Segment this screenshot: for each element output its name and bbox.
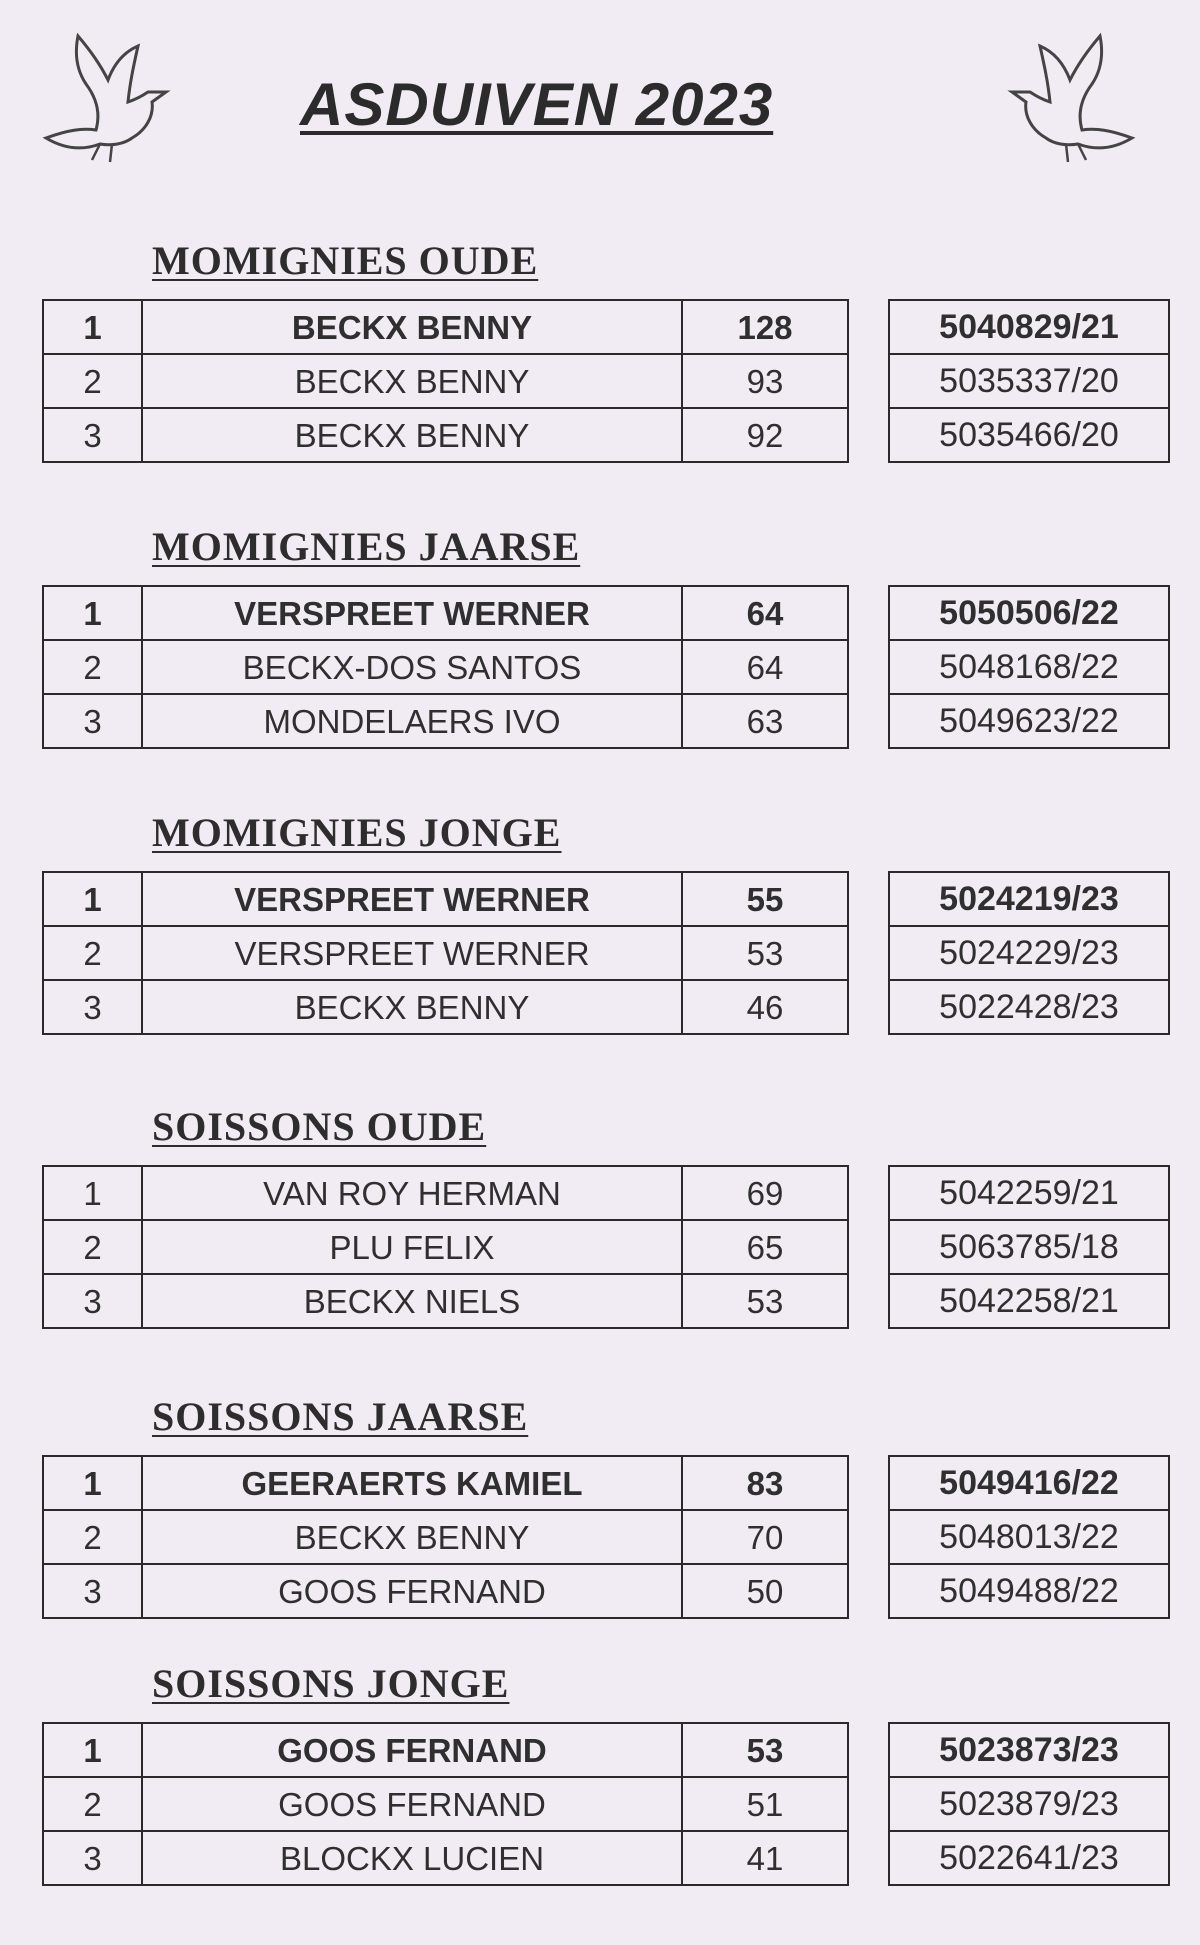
rank-cell: 3 — [43, 694, 142, 748]
score-cell: 53 — [682, 926, 848, 980]
table-row — [43, 1510, 848, 1564]
table-row — [889, 640, 1169, 694]
score-cell: 69 — [682, 1166, 848, 1220]
table-row — [43, 408, 848, 462]
rank-cell: 2 — [43, 926, 142, 980]
table-row — [889, 1274, 1169, 1328]
ring-cell: 5048013/22 — [889, 1510, 1169, 1564]
name-cell: BLOCKX LUCIEN — [142, 1831, 682, 1885]
ring-cell: 5049488/22 — [889, 1564, 1169, 1618]
score-cell: 50 — [682, 1564, 848, 1618]
ring-cell: 5035466/20 — [889, 408, 1169, 462]
ring-cell: 5049623/22 — [889, 694, 1169, 748]
name-cell: BECKX BENNY — [142, 980, 682, 1034]
table-row — [43, 1274, 848, 1328]
ring-cell: 5050506/22 — [889, 586, 1169, 640]
rank-cell: 3 — [43, 980, 142, 1034]
name-cell: VERSPREET WERNER — [142, 872, 682, 926]
table-row — [43, 300, 848, 354]
dove-icon — [38, 20, 178, 170]
name-cell: VERSPREET WERNER — [142, 586, 682, 640]
ring-cell: 5042259/21 — [889, 1166, 1169, 1220]
score-cell: 64 — [682, 640, 848, 694]
score-cell: 83 — [682, 1456, 848, 1510]
name-cell: GOOS FERNAND — [142, 1564, 682, 1618]
score-cell: 63 — [682, 694, 848, 748]
table-row — [43, 872, 848, 926]
race-section — [0, 1103, 1200, 1353]
table-row — [889, 1564, 1169, 1618]
table-row — [889, 872, 1169, 926]
table-row — [889, 694, 1169, 748]
section-title: SOISSONS JAARSE — [152, 1394, 529, 1439]
results-table — [42, 1722, 849, 1886]
score-cell: 70 — [682, 1510, 848, 1564]
table-row — [43, 640, 848, 694]
table-row — [43, 980, 848, 1034]
table-row — [889, 926, 1169, 980]
page-title: ASDUIVEN 2023 — [300, 71, 774, 138]
rank-cell: 1 — [43, 586, 142, 640]
score-cell: 93 — [682, 354, 848, 408]
rank-cell: 2 — [43, 1220, 142, 1274]
name-cell: MONDELAERS IVO — [142, 694, 682, 748]
rank-cell: 2 — [43, 1777, 142, 1831]
score-cell: 53 — [682, 1723, 848, 1777]
name-cell: BECKX NIELS — [142, 1274, 682, 1328]
table-row — [43, 1166, 848, 1220]
rank-cell: 3 — [43, 1564, 142, 1618]
table-row — [43, 586, 848, 640]
section-title: SOISSONS JONGE — [152, 1661, 510, 1706]
ring-cell: 5023879/23 — [889, 1777, 1169, 1831]
table-row — [889, 354, 1169, 408]
table-row — [889, 586, 1169, 640]
ring-cell: 5048168/22 — [889, 640, 1169, 694]
table-row — [43, 354, 848, 408]
rank-cell: 1 — [43, 1166, 142, 1220]
ring-cell: 5049416/22 — [889, 1456, 1169, 1510]
results-table — [42, 585, 849, 749]
name-cell: GOOS FERNAND — [142, 1723, 682, 1777]
section-title: SOISSONS OUDE — [152, 1104, 487, 1149]
race-section — [0, 809, 1200, 1059]
rank-cell: 2 — [43, 1510, 142, 1564]
score-cell: 55 — [682, 872, 848, 926]
dove-icon — [1000, 20, 1140, 170]
section-title: MOMIGNIES JAARSE — [152, 524, 581, 569]
table-row — [43, 926, 848, 980]
table-row — [889, 300, 1169, 354]
name-cell: PLU FELIX — [142, 1220, 682, 1274]
ring-cell: 5022641/23 — [889, 1831, 1169, 1885]
table-row — [43, 1831, 848, 1885]
ring-cell: 5063785/18 — [889, 1220, 1169, 1274]
results-table — [42, 1455, 849, 1619]
results-table — [42, 871, 849, 1035]
section-title: MOMIGNIES JONGE — [152, 810, 562, 855]
table-row — [43, 1777, 848, 1831]
rank-cell: 3 — [43, 408, 142, 462]
ring-cell: 5040829/21 — [889, 300, 1169, 354]
table-row — [889, 1831, 1169, 1885]
rank-cell: 2 — [43, 640, 142, 694]
name-cell: VAN ROY HERMAN — [142, 1166, 682, 1220]
table-row — [889, 1166, 1169, 1220]
ring-table — [888, 871, 1170, 1035]
table-row — [43, 694, 848, 748]
name-cell: GEERAERTS KAMIEL — [142, 1456, 682, 1510]
name-cell: BECKX BENNY — [142, 1510, 682, 1564]
score-cell: 65 — [682, 1220, 848, 1274]
table-row — [889, 1723, 1169, 1777]
ring-cell: 5022428/23 — [889, 980, 1169, 1034]
name-cell: VERSPREET WERNER — [142, 926, 682, 980]
table-row — [43, 1456, 848, 1510]
rank-cell: 1 — [43, 1723, 142, 1777]
name-cell: BECKX-DOS SANTOS — [142, 640, 682, 694]
table-row — [889, 1510, 1169, 1564]
ring-cell: 5024219/23 — [889, 872, 1169, 926]
rank-cell: 1 — [43, 872, 142, 926]
ring-cell: 5024229/23 — [889, 926, 1169, 980]
table-row — [889, 980, 1169, 1034]
race-section — [0, 1660, 1200, 1910]
rank-cell: 1 — [43, 300, 142, 354]
score-cell: 53 — [682, 1274, 848, 1328]
name-cell: BECKX BENNY — [142, 408, 682, 462]
rank-cell: 3 — [43, 1274, 142, 1328]
ring-table — [888, 1722, 1170, 1886]
rank-cell: 3 — [43, 1831, 142, 1885]
results-table — [42, 299, 849, 463]
name-cell: BECKX BENNY — [142, 354, 682, 408]
table-row — [889, 1220, 1169, 1274]
table-row — [889, 1456, 1169, 1510]
ring-table — [888, 1455, 1170, 1619]
ring-cell: 5035337/20 — [889, 354, 1169, 408]
table-row — [43, 1220, 848, 1274]
race-section — [0, 523, 1200, 773]
score-cell: 64 — [682, 586, 848, 640]
race-section — [0, 237, 1200, 487]
ring-table — [888, 299, 1170, 463]
rank-cell: 1 — [43, 1456, 142, 1510]
score-cell: 128 — [682, 300, 848, 354]
race-section — [0, 1393, 1200, 1643]
ring-cell: 5042258/21 — [889, 1274, 1169, 1328]
score-cell: 41 — [682, 1831, 848, 1885]
name-cell: BECKX BENNY — [142, 300, 682, 354]
name-cell: GOOS FERNAND — [142, 1777, 682, 1831]
table-row — [889, 1777, 1169, 1831]
score-cell: 51 — [682, 1777, 848, 1831]
table-row — [43, 1723, 848, 1777]
table-row — [43, 1564, 848, 1618]
score-cell: 92 — [682, 408, 848, 462]
score-cell: 46 — [682, 980, 848, 1034]
results-table — [42, 1165, 849, 1329]
rank-cell: 2 — [43, 354, 142, 408]
ring-table — [888, 1165, 1170, 1329]
ring-table — [888, 585, 1170, 749]
table-row — [889, 408, 1169, 462]
ring-cell: 5023873/23 — [889, 1723, 1169, 1777]
section-title: MOMIGNIES OUDE — [152, 238, 539, 283]
